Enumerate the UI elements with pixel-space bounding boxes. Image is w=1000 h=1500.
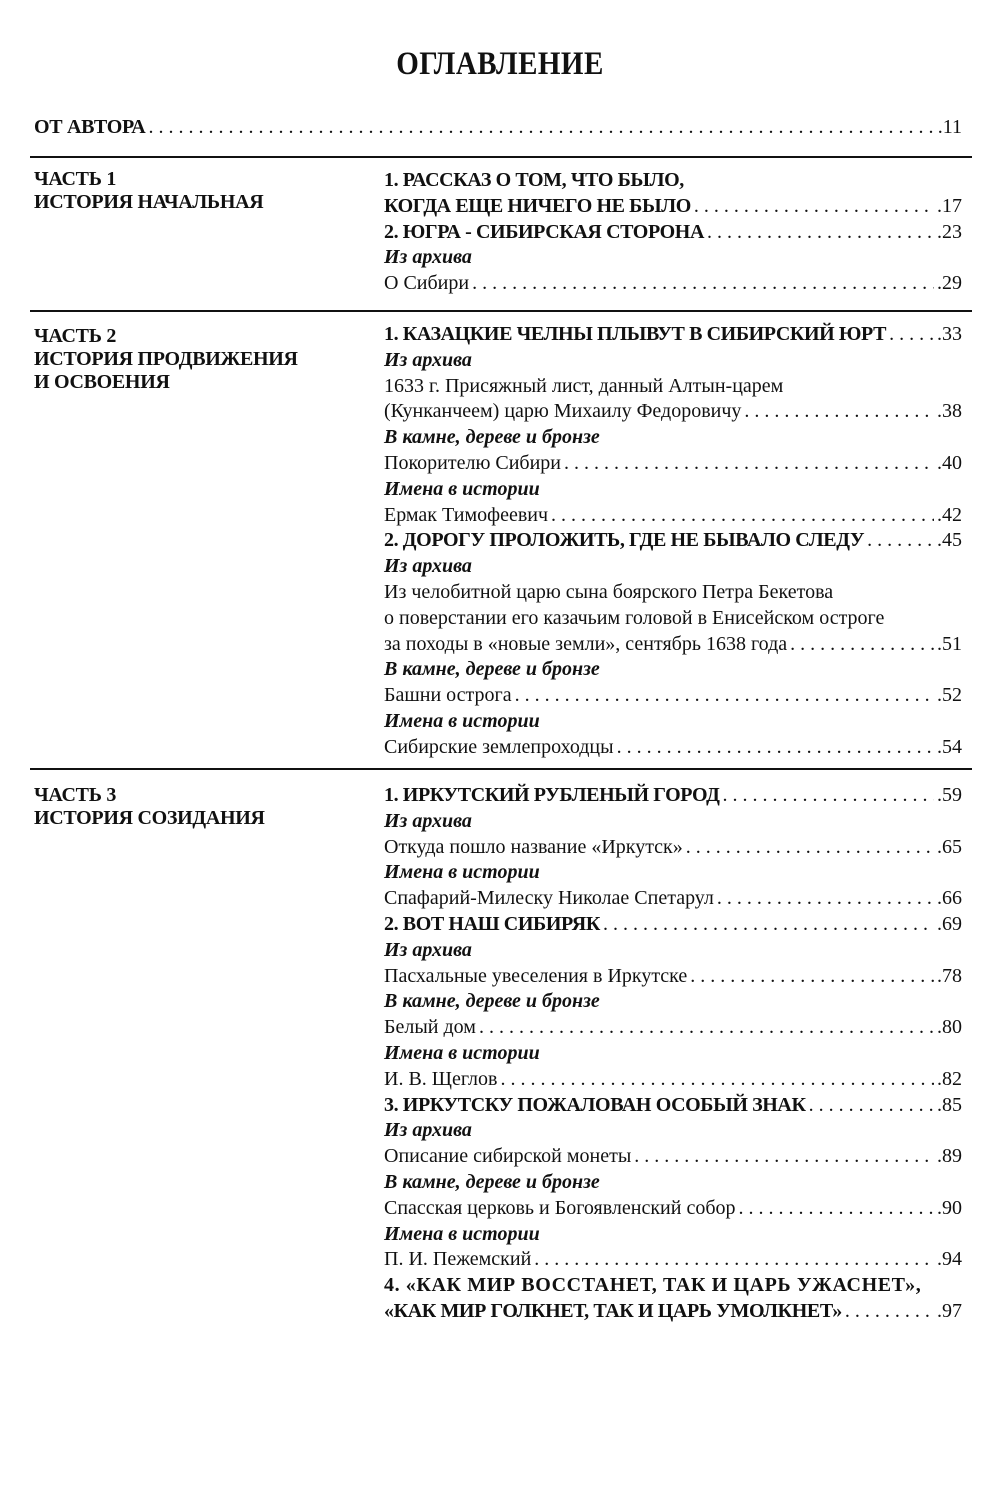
toc-entry[interactable] bbox=[384, 399, 962, 425]
entry-title: 2. ДОРОГУ ПРОЛОЖИТЬ, ГДЕ НЕ БЫВАЛО СЛЕДУ bbox=[384, 529, 865, 552]
part-title: ИСТОРИЯ НАЧАЛЬНАЯ bbox=[34, 191, 264, 213]
entry-title: ОТ АВТОРА bbox=[34, 116, 146, 138]
entry-title: Покорителю Сибири bbox=[384, 451, 562, 474]
entry-title-line[interactable]: о поверстании его казачьим головой в Енисейском остроге bbox=[384, 606, 885, 629]
part-2-label bbox=[34, 325, 354, 394]
dot-leader bbox=[809, 1093, 934, 1119]
toc-entry[interactable] bbox=[384, 271, 962, 297]
toc-entry-chapter[interactable] bbox=[384, 322, 962, 348]
toc-entry[interactable] bbox=[384, 1196, 962, 1222]
dot-leader bbox=[790, 632, 934, 658]
page-number: .97 bbox=[937, 1299, 962, 1322]
divider-rule bbox=[30, 156, 972, 158]
toc-entry[interactable] bbox=[384, 632, 962, 658]
toc-entry[interactable] bbox=[384, 503, 962, 529]
toc-entry[interactable] bbox=[384, 683, 962, 709]
page-number: .82 bbox=[937, 1067, 962, 1090]
dot-leader bbox=[500, 1067, 934, 1093]
page-title: ОГЛАВЛЕНИЕ bbox=[396, 46, 604, 82]
page-number: .42 bbox=[937, 503, 962, 526]
dot-leader bbox=[845, 1299, 934, 1325]
entry-title: Спафарий-Милеску Николае Спетарул bbox=[384, 887, 714, 910]
section-heading: Из архива bbox=[384, 555, 472, 578]
entry-title: 1. ИРКУТСКИЙ РУБЛЕНЫЙ ГОРОД bbox=[384, 784, 720, 806]
entry-title: Ермак Тимофеевич bbox=[384, 503, 549, 526]
page-number: .85 bbox=[937, 1093, 962, 1116]
section-heading: Имена в истории bbox=[384, 1041, 540, 1064]
divider-rule bbox=[30, 768, 972, 770]
entry-title: 3. ИРКУТСКУ ПОЖАЛОВАН ОСОБЫЙ ЗНАК bbox=[384, 1093, 806, 1116]
section-heading: В камне, дереве и бронзе bbox=[384, 658, 600, 681]
section-heading: Имена в истории bbox=[384, 861, 540, 884]
dot-leader bbox=[564, 451, 934, 477]
dot-leader bbox=[472, 271, 934, 297]
part-1-contents bbox=[384, 168, 962, 297]
page-number: .94 bbox=[937, 1248, 962, 1271]
toc-entry[interactable] bbox=[384, 1247, 962, 1273]
entry-title: П. И. Пежемский bbox=[384, 1248, 532, 1271]
part-title-continued: И ОСВОЕНИЯ bbox=[34, 371, 170, 393]
entry-title: Спасская церковь и Богоявленский собор bbox=[384, 1196, 736, 1219]
page-number: .59 bbox=[937, 784, 962, 806]
dot-leader bbox=[739, 1196, 934, 1222]
entry-title: Откуда пошло название «Иркутск» bbox=[384, 835, 683, 858]
part-title: ИСТОРИЯ СОЗИДАНИЯ bbox=[34, 807, 265, 829]
entry-title: 2. ВОТ НАШ СИБИРЯК bbox=[384, 912, 600, 935]
toc-entry-chapter[interactable] bbox=[384, 912, 962, 938]
toc-entry-chapter[interactable] bbox=[384, 528, 962, 554]
toc-entry[interactable] bbox=[384, 1067, 962, 1093]
section-heading: Имена в истории bbox=[384, 1222, 540, 1245]
dot-leader bbox=[479, 1015, 934, 1041]
dot-leader bbox=[744, 399, 934, 425]
dot-leader bbox=[690, 964, 934, 990]
toc-entry-chapter[interactable] bbox=[384, 1299, 962, 1325]
chapter-title-line[interactable]: 1. РАССКАЗ О ТОМ, ЧТО БЫЛО, bbox=[384, 169, 684, 191]
divider-rule bbox=[30, 310, 972, 312]
toc-entry[interactable] bbox=[384, 735, 962, 761]
dot-leader bbox=[717, 886, 934, 912]
toc-entry-author[interactable] bbox=[34, 116, 962, 144]
dot-leader bbox=[617, 735, 934, 761]
page-number: .11 bbox=[937, 116, 962, 138]
dot-leader bbox=[551, 503, 934, 529]
toc-entry-chapter[interactable] bbox=[384, 194, 962, 220]
page-number: .17 bbox=[937, 194, 962, 217]
page-number: .29 bbox=[937, 272, 962, 295]
part-2-contents bbox=[384, 322, 962, 761]
toc-entry[interactable] bbox=[384, 835, 962, 861]
page-number: .23 bbox=[937, 220, 962, 243]
page-number: .40 bbox=[937, 451, 962, 474]
page-number: .65 bbox=[937, 835, 962, 858]
page-number: .90 bbox=[937, 1196, 962, 1219]
section-heading: Из архива bbox=[384, 809, 472, 832]
dot-leader bbox=[694, 194, 934, 220]
section-heading: В камне, дереве и бронзе bbox=[384, 990, 600, 1013]
section-heading: В камне, дереве и бронзе bbox=[384, 1170, 600, 1193]
page-number: .51 bbox=[937, 632, 962, 655]
entry-title: за походы в «новые земли», сентябрь 1638 года bbox=[384, 632, 788, 655]
part-number: ЧАСТЬ 3 bbox=[34, 784, 117, 806]
toc-entry[interactable] bbox=[384, 451, 962, 477]
entry-title: (Кунканчеем) царю Михаилу Федоровичу bbox=[384, 400, 742, 423]
entry-title: О Сибири bbox=[384, 272, 470, 295]
part-3-label bbox=[34, 784, 354, 830]
section-heading: Из архива bbox=[384, 938, 472, 961]
dot-leader bbox=[634, 1144, 934, 1170]
section-heading: Из архива bbox=[384, 348, 472, 371]
section-heading: Из архива bbox=[384, 1119, 472, 1142]
dot-leader bbox=[148, 116, 934, 139]
entry-title: Пасхальные увеселения в Иркутске bbox=[384, 964, 688, 987]
page-number: .52 bbox=[937, 684, 962, 707]
entry-title: Сибирские землепроходцы bbox=[384, 735, 614, 758]
page-number: .89 bbox=[937, 1145, 962, 1168]
dot-leader bbox=[722, 783, 934, 809]
dot-leader bbox=[889, 322, 934, 348]
section-heading: Имена в истории bbox=[384, 477, 540, 500]
dot-leader bbox=[867, 528, 934, 554]
section-heading: В камне, дереве и бронзе bbox=[384, 426, 600, 449]
entry-title: 2. ЮГРА - СИБИРСКАЯ СТОРОНА bbox=[384, 220, 705, 243]
section-heading: Из архива bbox=[384, 246, 472, 269]
part-number: ЧАСТЬ 2 bbox=[34, 325, 117, 347]
page-number: .69 bbox=[937, 912, 962, 935]
entry-title-line[interactable]: Из челобитной царю сына боярского Петра Бекетова bbox=[384, 580, 834, 603]
entry-title: Башни острога bbox=[384, 684, 512, 707]
entry-title: КОГДА ЕЩЕ НИЧЕГО НЕ БЫЛО bbox=[384, 194, 691, 217]
page-number: .54 bbox=[937, 735, 962, 758]
entry-title: И. В. Щеглов bbox=[384, 1067, 498, 1090]
toc-entry-chapter[interactable] bbox=[384, 783, 962, 809]
dot-leader bbox=[686, 835, 934, 861]
entry-title-line[interactable]: 1633 г. Присяжный лист, данный Алтын-царем bbox=[384, 374, 784, 397]
part-number: ЧАСТЬ 1 bbox=[34, 168, 117, 190]
part-3-contents bbox=[384, 783, 962, 1325]
page-number: .66 bbox=[937, 887, 962, 910]
page-number: .38 bbox=[937, 400, 962, 423]
part-title: ИСТОРИЯ ПРОДВИЖЕНИЯ bbox=[34, 348, 298, 370]
dot-leader bbox=[515, 683, 934, 709]
page-number: .33 bbox=[937, 323, 962, 345]
page-number: .80 bbox=[937, 1016, 962, 1039]
part-1-label bbox=[34, 168, 354, 214]
dot-leader bbox=[707, 220, 934, 246]
toc-entry[interactable] bbox=[384, 886, 962, 912]
dot-leader bbox=[534, 1247, 934, 1273]
toc-entry[interactable] bbox=[384, 1015, 962, 1041]
page-number: .78 bbox=[937, 964, 962, 987]
toc-entry-chapter[interactable] bbox=[384, 1093, 962, 1119]
entry-title: 1. КАЗАЦКИЕ ЧЕЛНЫ ПЛЫВУТ В СИБИРСКИЙ ЮРТ bbox=[384, 323, 887, 345]
toc-entry[interactable] bbox=[384, 1144, 962, 1170]
section-heading: Имена в истории bbox=[384, 709, 540, 732]
toc-entry[interactable] bbox=[384, 964, 962, 990]
chapter-title-line[interactable]: 4. «КАК МИР ВОССТАНЕТ, ТАК И ЦАРЬ УЖАСНЕТ», bbox=[384, 1274, 922, 1297]
dot-leader bbox=[603, 912, 934, 938]
entry-title: Описание сибирской монеты bbox=[384, 1145, 632, 1168]
entry-title: Белый дом bbox=[384, 1016, 476, 1039]
toc-entry-chapter[interactable] bbox=[384, 220, 962, 246]
page-number: .45 bbox=[937, 529, 962, 552]
entry-title: «КАК МИР ГОЛКНЕТ, ТАК И ЦАРЬ УМОЛКНЕТ» bbox=[384, 1299, 842, 1322]
